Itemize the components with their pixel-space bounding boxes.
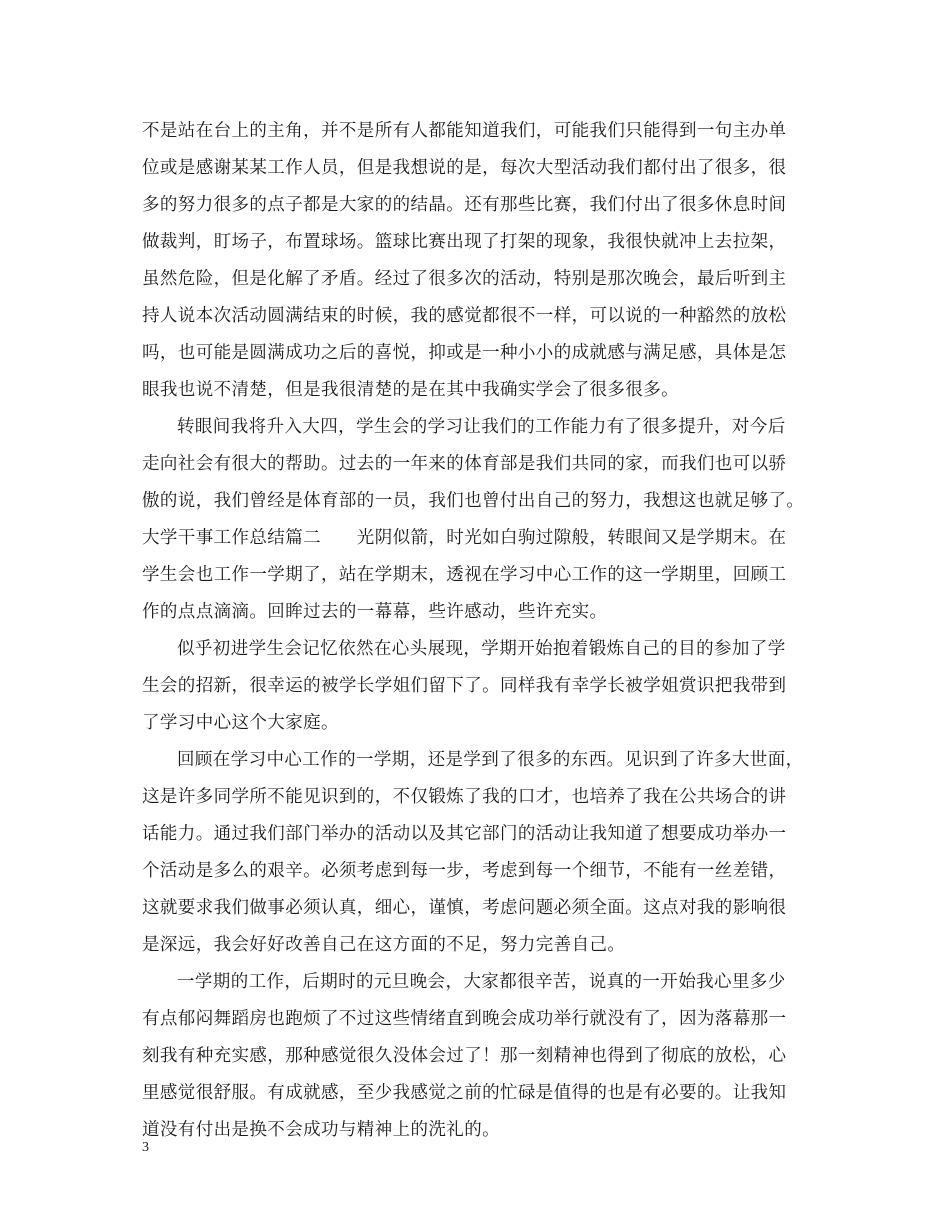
text-line: 是深远，我会好好改善自己在这方面的不足，努力完善自己。 xyxy=(142,935,626,955)
text-line: 不是站在台上的主角，并不是所有人都能知道我们，可能我们只能得到一句主办单 xyxy=(142,121,787,141)
text-line: 傲的说，我们曾经是体育部的一员，我们也曾付出自己的努力，我想这也就足够了。 xyxy=(142,491,805,511)
text-line: 学生会也工作一学期了，站在学期末，透视在学习中心工作的这一学期里，回顾工 xyxy=(142,565,787,585)
page-number: 3 xyxy=(142,1140,149,1155)
text-line: 作的点点滴滴。回眸过去的一幕幕，些许感动，些许充实。 xyxy=(142,602,608,622)
text-line: 这就要求我们做事必须认真，细心，谨慎，考虑问题必须全面。这点对我的影响很 xyxy=(142,898,787,918)
text-line: 虽然危险，但是化解了矛盾。经过了很多次的活动，特别是那次晚会，最后听到主 xyxy=(142,269,787,289)
text-line: 位或是感谢某某工作人员，但是我想说的是，每次大型活动我们都付出了很多，很 xyxy=(142,158,787,178)
section-heading-line: 大学干事工作总结篇二 光阴似箭，时光如白驹过隙般，转眼间又是学期末。在 xyxy=(142,528,787,548)
text-line: 了学习中心这个大家庭。 xyxy=(142,713,339,733)
text-line: 话能力。通过我们部门举办的活动以及其它部门的活动让我知道了想要成功举办一 xyxy=(142,824,787,844)
text-line: 吗，也可能是圆满成功之后的喜悦，抑或是一种小小的成就感与满足感，具体是怎 xyxy=(142,343,787,363)
paragraph-start-line: 转眼间我将升入大四，学生会的学习让我们的工作能力有了很多提升，对今后 xyxy=(177,417,786,437)
text-line: 这是许多同学所不能见识到的，不仅锻炼了我的口才，也培养了我在公共场合的讲 xyxy=(142,787,787,807)
text-line: 有点郁闷舞蹈房也跑烦了不过这些情绪直到晚会成功举行就没有了，因为落幕那一 xyxy=(142,1009,787,1029)
paragraph-start-line: 似乎初进学生会记忆依然在心头展现，学期开始抱着锻炼自己的目的参加了学 xyxy=(177,639,786,659)
text-line: 走向社会有很大的帮助。过去的一年来的体育部是我们共同的家，而我们也可以骄 xyxy=(142,454,787,474)
text-line: 生会的招新，很幸运的被学长学姐们留下了。同样我有幸学长被学姐赏识把我带到 xyxy=(142,676,787,696)
text-line: 眼我也说不清楚，但是我很清楚的是在其中我确实学会了很多很多。 xyxy=(142,380,679,400)
text-line: 刻我有种充实感，那种感觉很久没体会过了！那一刻精神也得到了彻底的放松，心 xyxy=(142,1046,787,1066)
text-line: 个活动是多么的艰辛。必须考虑到每一步，考虑到每一个细节，不能有一丝差错， xyxy=(142,861,787,881)
text-line: 道没有付出是换不会成功与精神上的洗礼的。 xyxy=(142,1120,500,1140)
paragraph-start-line: 一学期的工作，后期时的元旦晚会，大家都很辛苦，说真的一开始我心里多少 xyxy=(177,972,786,992)
text-line: 做裁判，盯场子，布置球场。篮球比赛出现了打架的现象，我很快就冲上去拉架， xyxy=(142,232,787,252)
text-line: 里感觉很舒服。有成就感，至少我感觉之前的忙碌是值得的也是有必要的。让我知 xyxy=(142,1083,787,1103)
text-line: 持人说本次活动圆满结束的时候，我的感觉都很不一样，可以说的一种豁然的放松 xyxy=(142,306,787,326)
text-line: 多的努力很多的点子都是大家的的结晶。还有那些比赛，我们付出了很多休息时间 xyxy=(142,195,787,215)
paragraph-start-line: 回顾在学习中心工作的一学期，还是学到了很多的东西。见识到了许多大世面， xyxy=(177,750,804,770)
